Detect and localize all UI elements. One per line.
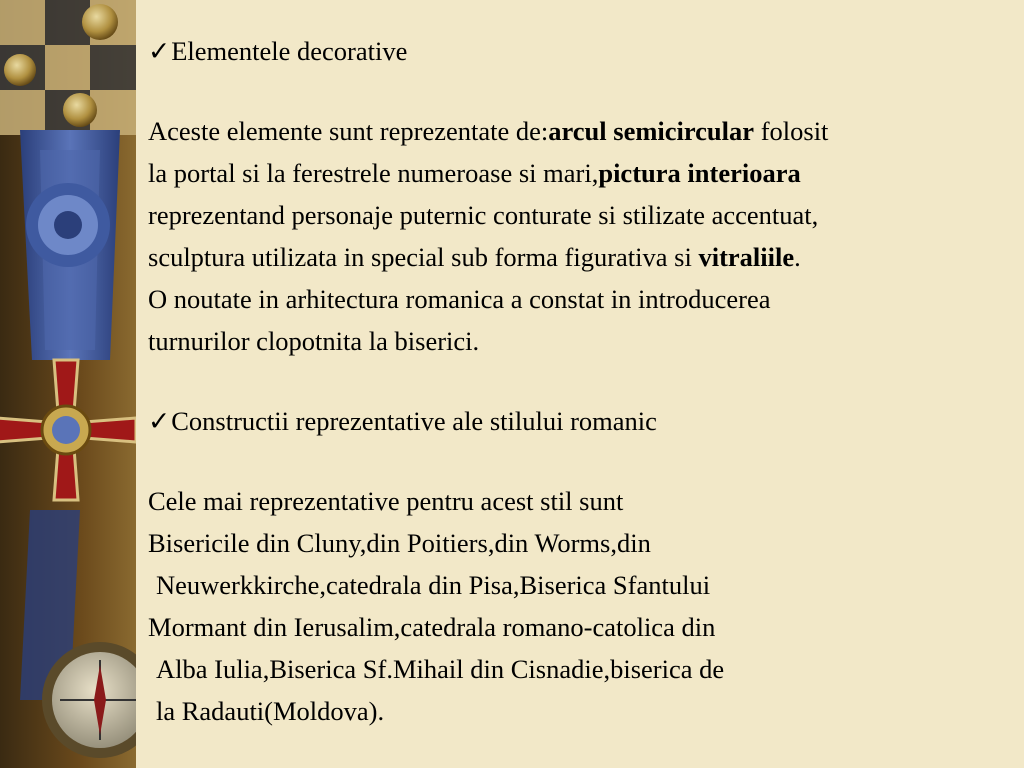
section2-heading-text: Constructii reprezentative ale stilului romanic [171, 406, 657, 436]
spacer [148, 442, 1020, 480]
medal-decoration-icon [0, 0, 136, 768]
paragraph2-line6: la Radauti(Moldova). [156, 696, 385, 726]
paragraph1-line2 [148, 152, 1020, 194]
checkmark-icon: ✓ [148, 406, 171, 436]
paragraph2-line3: Neuwerkkirche,catedrala din Pisa,Biserica Sfantului [156, 570, 711, 600]
paragraph1-line4 [148, 236, 1020, 278]
slide-content [148, 30, 1020, 732]
paragraph1-line5: O noutate in arhitectura romanica a constat in introducerea [148, 284, 771, 314]
section1-heading [148, 30, 1020, 72]
text-span: . [794, 242, 801, 272]
text-span: sculptura utilizata in special sub forma figurativa si [148, 242, 699, 272]
bold-term-arc: arcul semicircular [548, 116, 755, 146]
paragraph2-line2: Bisericile din Cluny,din Poitiers,din Worms,din [148, 528, 651, 558]
section2-heading [148, 400, 1020, 442]
text-span: folosit [754, 116, 829, 146]
text-span: la portal si la ferestrele numeroase si mari, [148, 158, 599, 188]
checkmark-icon: ✓ [148, 36, 171, 66]
paragraph2-line1: Cele mai reprezentative pentru acest stil sunt [148, 486, 624, 516]
spacer [148, 362, 1020, 400]
paragraph1-line6: turnurilor clopotnita la biserici. [148, 326, 480, 356]
text-span: Aceste elemente sunt reprezentate de: [148, 116, 549, 146]
paragraph1-line3: reprezentand personaje puternic conturate si stilizate accentuat, [148, 200, 819, 230]
paragraph2-line5: Alba Iulia,Biserica Sf.Mihail din Cisnadie,biserica de [156, 654, 725, 684]
bold-term-painting: pictura interioara [598, 158, 801, 188]
paragraph2-line4: Mormant din Ierusalim,catedrala romano-catolica din [148, 612, 716, 642]
section1-heading-text: Elementele decorative [171, 36, 408, 66]
spacer [148, 72, 1020, 110]
bold-term-stained-glass: vitraliile [698, 242, 795, 272]
paragraph1-line1 [148, 110, 1020, 152]
